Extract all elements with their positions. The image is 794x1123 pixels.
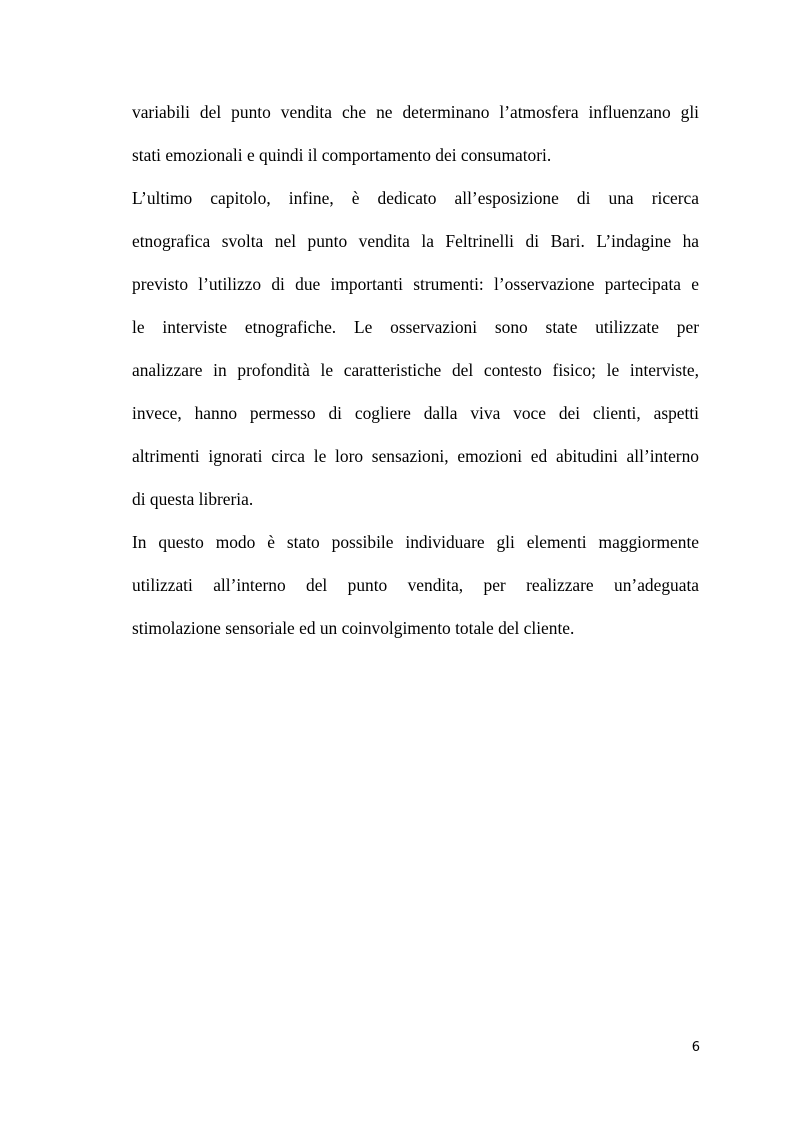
text-line: variabili del punto vendita che ne determinano l’atmosfera influenzano gli bbox=[132, 102, 699, 122]
text-line: L’ultimo capitolo, infine, è dedicato all’esposizione di una ricerca bbox=[132, 188, 699, 208]
text-line: previsto l’utilizzo di due importanti strumenti: l’osservazione partecipata e bbox=[132, 274, 699, 294]
text-line: In questo modo è stato possibile individuare gli elementi maggiormente bbox=[132, 532, 699, 552]
page-number: 6 bbox=[691, 1040, 700, 1055]
text-line: stati emozionali e quindi il comportamento dei consumatori. bbox=[132, 145, 552, 165]
paragraph-1 bbox=[132, 91, 699, 177]
paragraph-3 bbox=[132, 521, 699, 650]
text-line: invece, hanno permesso di cogliere dalla viva voce dei clienti, aspetti bbox=[132, 403, 699, 423]
text-line: etnografica svolta nel punto vendita la Feltrinelli di Bari. L’indagine ha bbox=[132, 231, 699, 251]
text-line: analizzare in profondità le caratteristiche del contesto fisico; le interviste, bbox=[132, 360, 699, 380]
body-text bbox=[132, 91, 699, 650]
text-line: stimolazione sensoriale ed un coinvolgimento totale del cliente. bbox=[132, 618, 575, 638]
text-line: altrimenti ignorati circa le loro sensazioni, emozioni ed abitudini all’interno bbox=[132, 446, 699, 466]
paragraph-2 bbox=[132, 177, 699, 521]
text-line: di questa libreria. bbox=[132, 489, 254, 509]
text-line: le interviste etnografiche. Le osservazioni sono state utilizzate per bbox=[132, 317, 699, 337]
text-line: utilizzati all’interno del punto vendita, per realizzare un’adeguata bbox=[132, 575, 699, 595]
